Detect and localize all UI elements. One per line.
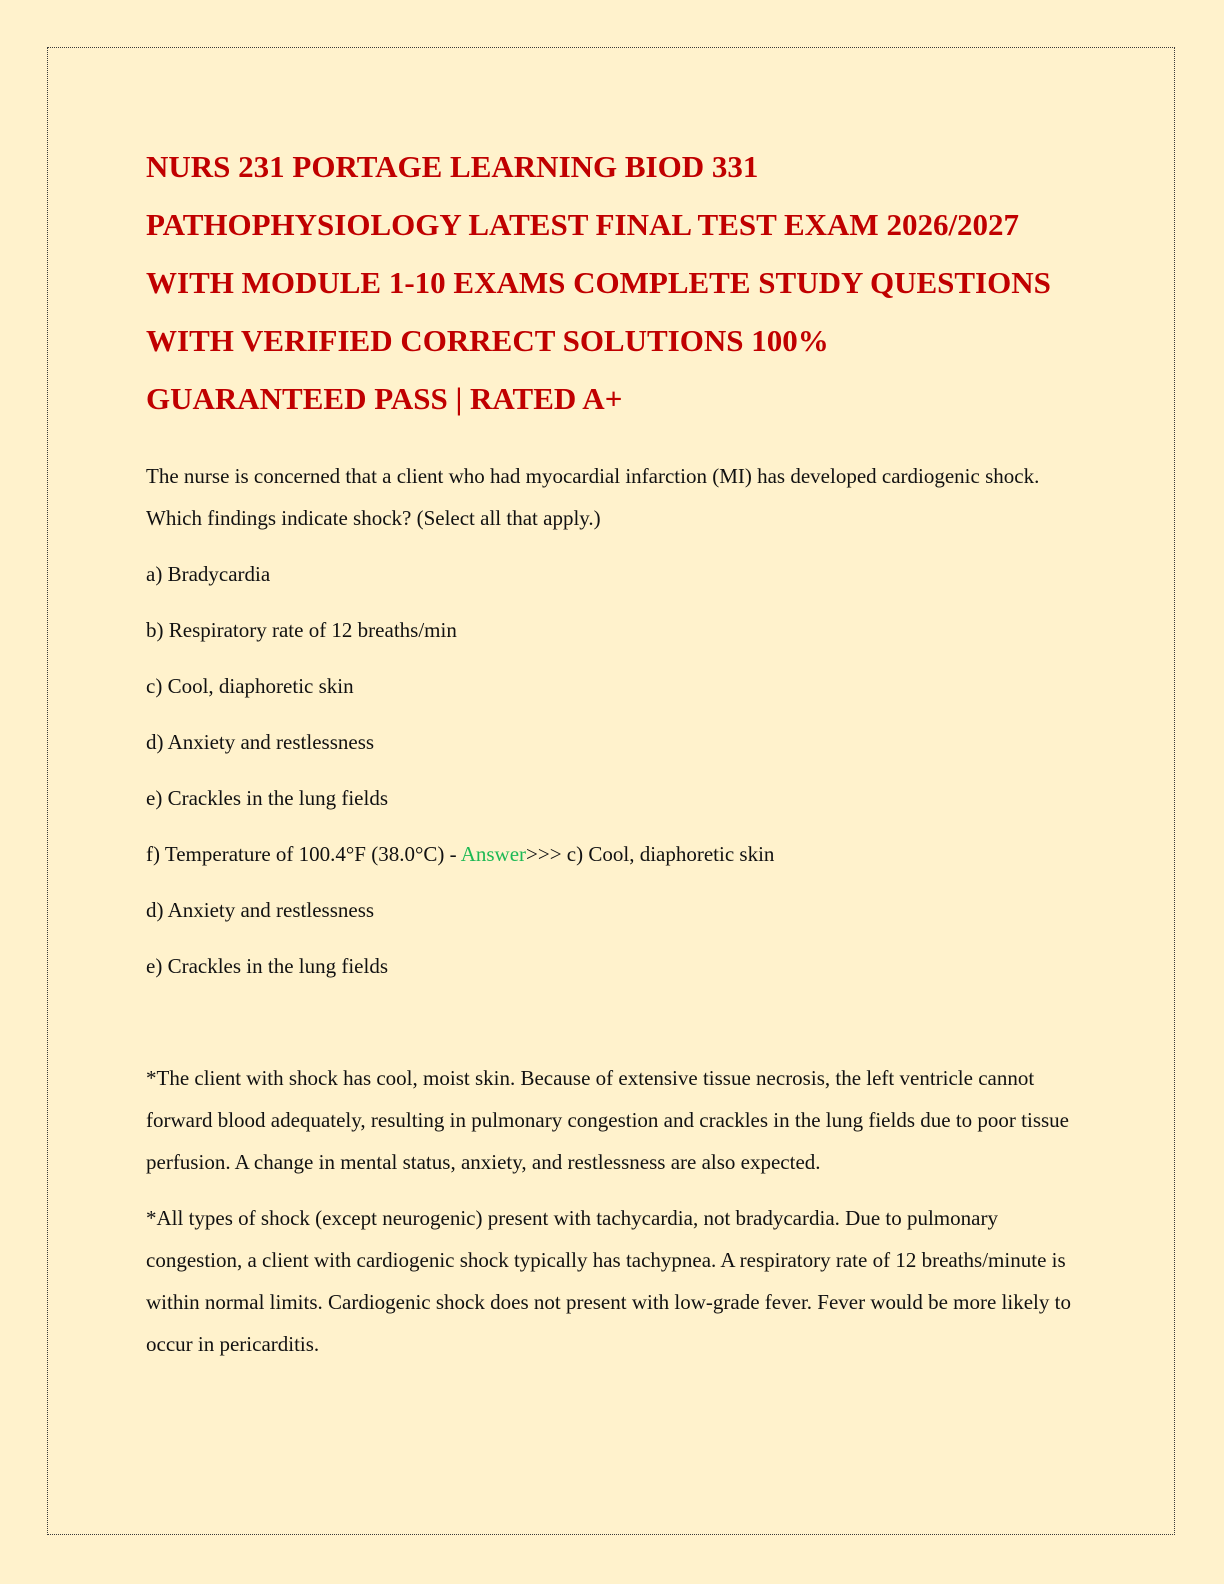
document-title bbox=[146, 138, 1086, 428]
title-line: GUARANTEED PASS | RATED A+ bbox=[146, 381, 623, 416]
title-line: WITH VERIFIED CORRECT SOLUTIONS 100% bbox=[146, 323, 829, 358]
option-e: e) Crackles in the lung fields bbox=[146, 786, 389, 810]
answer-continued-e: e) Crackles in the lung fields bbox=[146, 954, 389, 978]
answer-text: >>> c) Cool, diaphoretic skin bbox=[526, 842, 775, 866]
document-body bbox=[146, 138, 1086, 1365]
question-text: The nurse is concerned that a client who had myocardial infarction (MI) has developed cardiogenic shock. Which findings indicate shock? (Select all that apply.) bbox=[146, 464, 1040, 530]
option-c: c) Cool, diaphoretic skin bbox=[146, 674, 354, 698]
option-f-with-answer bbox=[146, 833, 1086, 875]
answer-continued-d: d) Anxiety and restlessness bbox=[146, 898, 375, 922]
rationale-paragraph: *All types of shock (except neurogenic) present with tachycardia, not bradycardia. Due to pulmonary congestion, a client with cardiogenic shock typically has tachypnea. A respiratory rate of 12 breaths/minute is within normal limits. Cardiogenic shock does not present with low-grade fever. Fever would be more likely to occur in pericarditis. bbox=[146, 1206, 1071, 1356]
answer-label: Answer bbox=[460, 842, 527, 866]
option-f-text: f) Temperature of 100.4°F (38.0°C) - bbox=[146, 842, 461, 866]
option-b: b) Respiratory rate of 12 breaths/min bbox=[146, 618, 457, 642]
rationale-paragraph: *The client with shock has cool, moist skin. Because of extensive tissue necrosis, the left ventricle cannot forward blood adequately, resulting in pulmonary congestion and crackles in the lung fields due to poor tissue perfusion. A change in mental status, anxiety, and restlessness are also expected. bbox=[146, 1066, 1069, 1174]
title-line: NURS 231 PORTAGE LEARNING BIOD 331 bbox=[146, 149, 759, 184]
option-d: d) Anxiety and restlessness bbox=[146, 730, 375, 754]
title-line: PATHOPHYSIOLOGY LATEST FINAL TEST EXAM 2026/2027 bbox=[146, 207, 1020, 242]
option-a: a) Bradycardia bbox=[146, 562, 271, 586]
title-line: WITH MODULE 1-10 EXAMS COMPLETE STUDY QUESTIONS bbox=[146, 265, 1051, 300]
